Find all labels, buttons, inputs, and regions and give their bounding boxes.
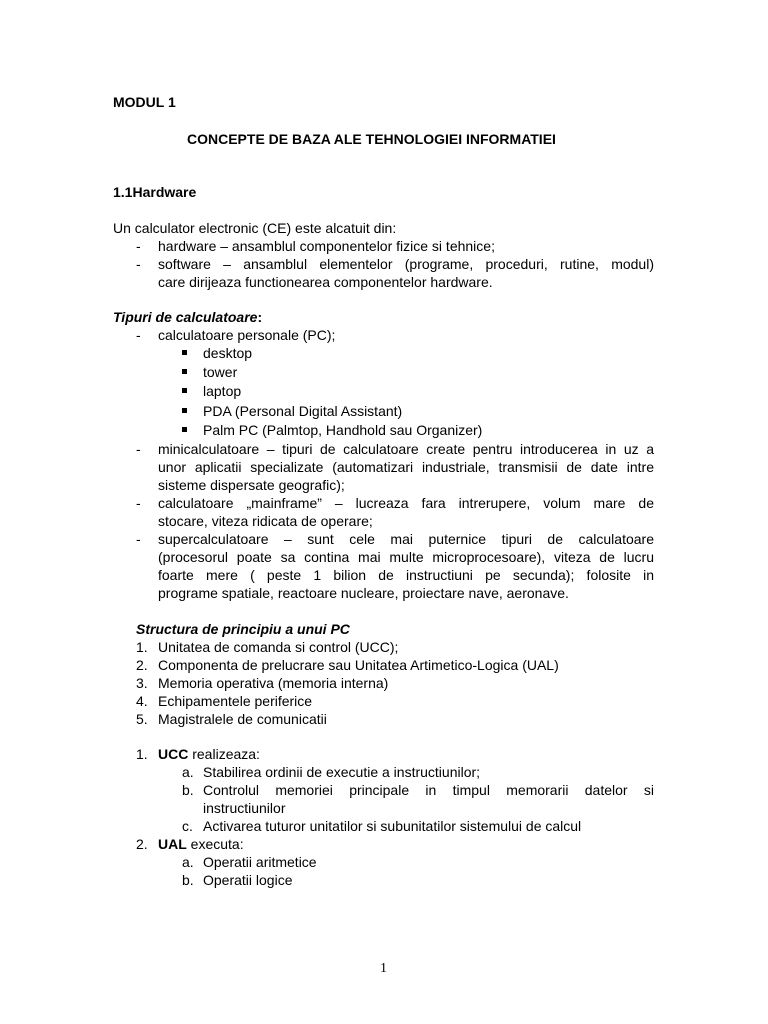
- list-item-continuation: care dirijeaza functionearea componentelor hardware.: [158, 274, 493, 290]
- mainframe-item: stocare, viteza ridicata de operare;: [158, 513, 373, 529]
- section-title: Hardware: [132, 184, 197, 200]
- types-heading-text: Tipuri de calculatoare: [113, 309, 258, 325]
- main-title: CONCEPTE DE BAZA ALE TEHNOLOGIEI INFORMATIEI: [187, 131, 556, 147]
- ual-label: UAL: [158, 836, 187, 852]
- list-marker: -: [136, 495, 141, 511]
- module-title: MODUL 1: [113, 94, 176, 110]
- list-marker: -: [136, 531, 141, 547]
- section-heading: [113, 183, 196, 201]
- list-item: software – ansamblul elementelor (programe, proceduri, rutine, modul): [158, 256, 654, 272]
- square-bullet-icon: [182, 369, 187, 374]
- super-item: supercalculatoare – sunt cele mai puternice tipuri de calculatoare: [158, 531, 654, 547]
- ucc-letter: c.: [182, 818, 193, 834]
- structure-num: 4.: [136, 693, 148, 709]
- section-number: 1.1: [113, 184, 133, 200]
- structure-item: Componenta de prelucrare sau Unitatea Artimetico-Logica (UAL): [158, 657, 559, 673]
- mainframe-item: calculatoare „mainframe” – lucreaza fara intrerupere, volum mare de: [158, 495, 654, 511]
- list-marker: -: [136, 441, 141, 457]
- types-heading-colon: :: [257, 309, 263, 325]
- ual-item: Operatii logice: [203, 872, 293, 888]
- ual-num: 2.: [136, 836, 148, 852]
- pc-subitem: desktop: [203, 345, 253, 361]
- pc-subitem: Palm PC (Palmtop, Handhold sau Organizer): [203, 422, 483, 438]
- structure-item: Unitatea de comanda si control (UCC);: [158, 639, 399, 655]
- square-bullet-icon: [182, 408, 187, 413]
- list-marker: -: [136, 327, 141, 343]
- ual-letter: a.: [182, 854, 194, 870]
- ucc-num: 1.: [136, 746, 148, 762]
- ucc-heading: [158, 745, 260, 763]
- pc-subitem: tower: [203, 364, 238, 380]
- ual-heading: [158, 835, 244, 853]
- mini-item: unor aplicatii specializate (automatizari industriale, transmisii de date intre: [158, 459, 654, 475]
- structure-item: Memoria operativa (memoria interna): [158, 675, 389, 691]
- ual-verb: executa:: [186, 836, 244, 852]
- structure-num: 3.: [136, 675, 148, 691]
- list-marker: -: [136, 238, 141, 254]
- square-bullet-icon: [182, 350, 187, 355]
- ucc-item: instructiunilor: [203, 800, 286, 816]
- types-heading: [113, 308, 262, 326]
- ucc-item: Stabilirea ordinii de executie a instructiunilor;: [203, 764, 481, 780]
- structure-num: 2.: [136, 657, 148, 673]
- ucc-verb: realizeaza:: [188, 746, 260, 762]
- ucc-item: Activarea tuturor unitatilor si subunitatilor sistemului de calcul: [203, 818, 582, 834]
- ual-letter: b.: [182, 872, 194, 888]
- pc-subitem: PDA (Personal Digital Assistant): [203, 403, 403, 419]
- list-marker: -: [136, 256, 141, 272]
- square-bullet-icon: [182, 427, 187, 432]
- structure-item: Echipamentele periferice: [158, 693, 313, 709]
- structure-item: Magistralele de comunicatii: [158, 711, 327, 727]
- structure-heading: Structura de principiu a unui PC: [136, 621, 350, 637]
- pc-item: calculatoare personale (PC);: [158, 327, 336, 343]
- square-bullet-icon: [182, 388, 187, 393]
- ucc-letter: a.: [182, 764, 194, 780]
- super-item: foarte mere ( peste 1 bilion de instructiuni pe secunda); folosite in: [158, 567, 654, 583]
- mini-item: sisteme dispersate geografic);: [158, 477, 345, 493]
- super-item: programe spatiale, reactoare nucleare, proiectare nave, aeronave.: [158, 585, 569, 601]
- pc-subitem: laptop: [203, 383, 242, 399]
- mini-item: minicalculatoare – tipuri de calculatoare create pentru introducerea in uz a: [158, 441, 654, 457]
- ucc-letter: b.: [182, 782, 194, 798]
- ucc-item: Controlul memoriei principale in timpul memorarii datelor si: [203, 782, 654, 798]
- ucc-label: UCC: [158, 746, 189, 762]
- super-item: (procesorul poate sa contina mai multe microprocesoare), viteza de lucru: [158, 549, 654, 565]
- ual-item: Operatii aritmetice: [203, 854, 317, 870]
- structure-num: 5.: [136, 711, 148, 727]
- intro-text: Un calculator electronic (CE) este alcatuit din:: [113, 220, 397, 236]
- page-number: 1: [380, 961, 387, 976]
- list-item: hardware – ansamblul componentelor fizice si tehnice;: [158, 238, 495, 254]
- structure-num: 1.: [136, 639, 148, 655]
